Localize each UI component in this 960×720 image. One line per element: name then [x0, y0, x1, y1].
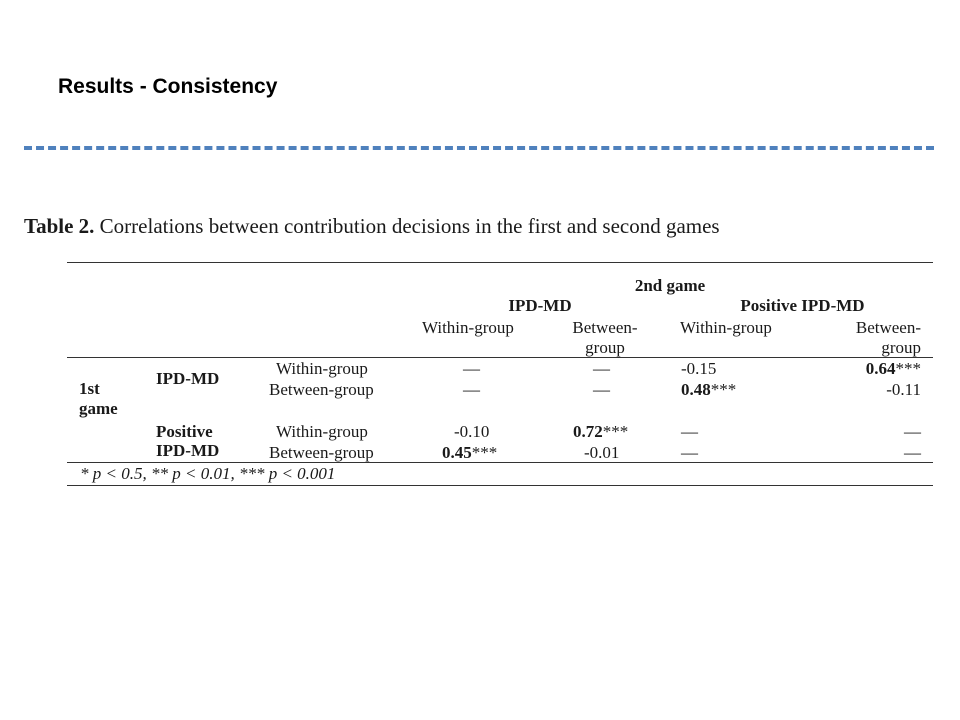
cell-significant [573, 422, 628, 441]
header-between-1a: Between- [572, 318, 638, 337]
cell-value: 0.64 [865, 359, 896, 378]
cell: — [681, 422, 698, 441]
cell-significant [681, 380, 736, 399]
cell: — [904, 422, 921, 441]
table-caption [24, 214, 720, 239]
cell-significant [820, 359, 921, 378]
header-group-ipd-md: IPD-MD [508, 296, 572, 315]
cell: -0.10 [454, 422, 490, 441]
cell-significant [442, 443, 497, 462]
header-between-1b: group [585, 338, 625, 357]
row-label: Within-group [276, 359, 368, 378]
block-label-positive-2: IPD-MD [156, 441, 220, 460]
cell: -0.15 [681, 359, 717, 378]
header-between-2b: group [881, 338, 921, 357]
header-within-group-1: Within-group [422, 318, 514, 337]
row-label: Within-group [276, 422, 368, 441]
significance-stars: *** [710, 380, 737, 399]
significance-stars: *** [471, 443, 498, 462]
significance-stars: *** [602, 422, 629, 441]
caption-lead: Table 2. [24, 214, 95, 238]
cell: — [463, 380, 480, 399]
table-footnote: * p < 0.5, ** p < 0.01, *** p < 0.001 [80, 464, 336, 483]
cell-value: 0.72 [573, 422, 603, 441]
cell: — [593, 380, 610, 399]
significance-stars: *** [895, 359, 921, 378]
row-label: Between-group [269, 443, 374, 462]
header-between-2a: Between- [855, 318, 921, 337]
table-bottom-rule [67, 485, 933, 486]
cell: -0.01 [584, 443, 620, 462]
block-label-ipd-md: IPD-MD [156, 369, 220, 388]
table-body-rule [67, 462, 933, 463]
table-header-rule [67, 357, 933, 358]
table-top-rule [67, 262, 933, 263]
row-label: Between-group [269, 380, 374, 399]
cell: -0.11 [886, 380, 921, 399]
cell: — [463, 359, 480, 378]
block-label-positive-1: Positive [156, 422, 213, 441]
cell: — [904, 443, 921, 462]
slide-title: Results - Consistency [58, 75, 278, 98]
header-group-positive-ipd-md: Positive IPD-MD [740, 296, 865, 315]
cell-value: 0.45 [442, 443, 472, 462]
header-second-game: 2nd game [634, 276, 706, 295]
cell-value: 0.48 [681, 380, 711, 399]
cell: — [593, 359, 610, 378]
row-header-first-1: 1st [79, 379, 100, 398]
caption-text: Correlations between contribution decisions in the first and second games [99, 214, 720, 238]
row-header-first-2: game [79, 399, 118, 418]
dashed-divider [24, 146, 934, 150]
header-within-group-2: Within-group [680, 318, 772, 337]
cell: — [681, 443, 698, 462]
